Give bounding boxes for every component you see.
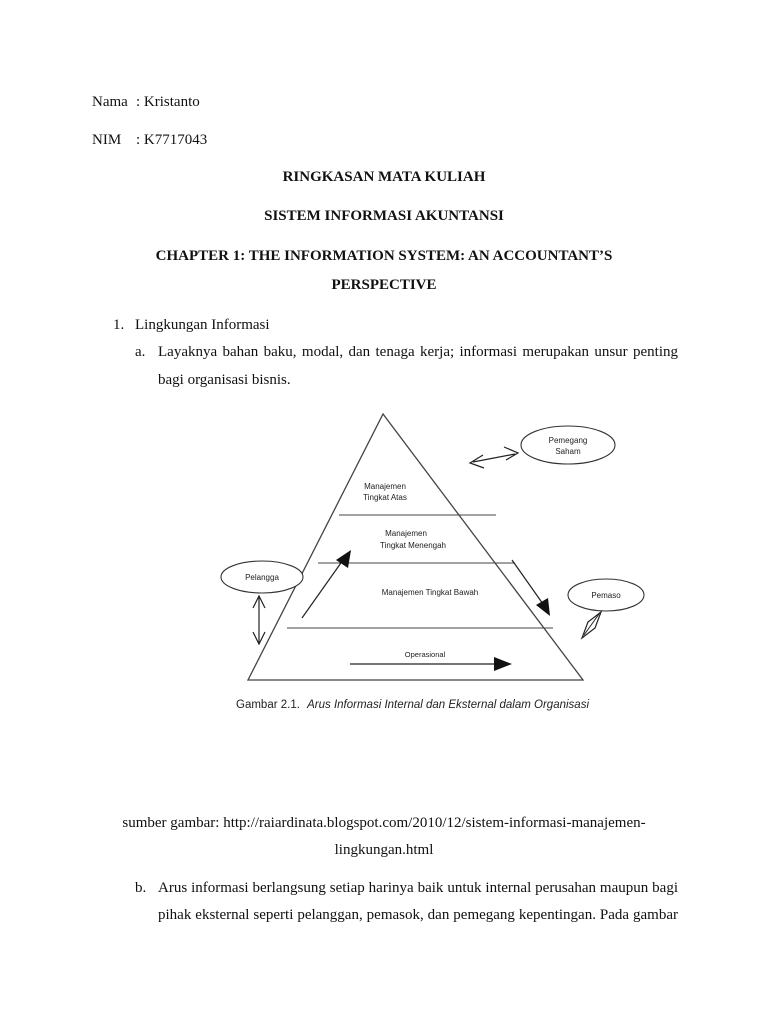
caption — [236, 699, 589, 711]
item-b-marker: b. — [135, 880, 147, 896]
supplier-label: Pemaso — [591, 591, 621, 600]
internal-down-arrow — [512, 560, 543, 604]
operational-arrowhead — [494, 657, 512, 671]
caption-prefix: Gambar 2.1. — [236, 699, 300, 711]
item-a-line1: Layaknya bahan baku, modal, dan tenaga kerja; informasi merupakan unsur penting — [158, 344, 678, 360]
level-low-label: Manajemen Tingkat Bawah — [381, 588, 479, 597]
level-mid-label-1: Manajemen — [385, 529, 427, 538]
chapter-title-line2: PERSPECTIVE — [331, 277, 437, 293]
chapter-title-line1: CHAPTER 1: THE INFORMATION SYSTEM: AN ACCOUNTANT’S — [155, 248, 613, 264]
title-course: RINGKASAN MATA KULIAH — [282, 169, 486, 185]
source-line2: lingkungan.html — [334, 842, 434, 858]
customer-label: Pelangga — [245, 573, 279, 582]
item-b-line1: Arus informasi berlangsung setiap harinya baik untuk internal perusahan maupun bagi — [158, 880, 678, 896]
item-b-line2: pihak eksternal seperti pelanggan, pemasok, dan pemegang kepentingan. Pada gambar — [158, 907, 678, 923]
section-heading: Lingkungan Informasi — [135, 317, 270, 333]
internal-up-arrow — [302, 560, 343, 618]
nim-value: : K7717043 — [136, 132, 208, 148]
title-subject: SISTEM INFORMASI AKUNTANSI — [264, 208, 504, 224]
source-line1: sumber gambar: http://raiardinata.blogspot.com/2010/12/sistem-informasi-manajemen- — [122, 815, 646, 831]
internal-down-arrowhead — [536, 598, 550, 616]
nama-value: : Kristanto — [136, 94, 200, 110]
nama-label: Nama — [92, 94, 128, 110]
item-a-line2: bagi organisasi bisnis. — [158, 372, 291, 388]
nim-label: NIM — [92, 132, 122, 148]
shareholder-label-1: Pemegang — [548, 436, 588, 445]
shareholder-label-2: Saham — [555, 447, 581, 456]
internal-up-arrowhead — [336, 550, 351, 568]
level-ops-label: Operasional — [404, 650, 446, 659]
caption-italic: Arus Informasi Internal dan Eksternal dalam Organisasi — [307, 699, 590, 711]
section-number: 1. — [113, 317, 125, 333]
information-pyramid-figure — [200, 400, 670, 730]
level-top-label-2: Tingkat Atas — [363, 493, 407, 502]
shareholder-bubble — [521, 426, 615, 464]
level-top-label-1: Manajemen — [364, 482, 406, 491]
item-a-marker: a. — [135, 344, 146, 360]
level-mid-label-2: Tingkat Menengah — [380, 541, 446, 550]
